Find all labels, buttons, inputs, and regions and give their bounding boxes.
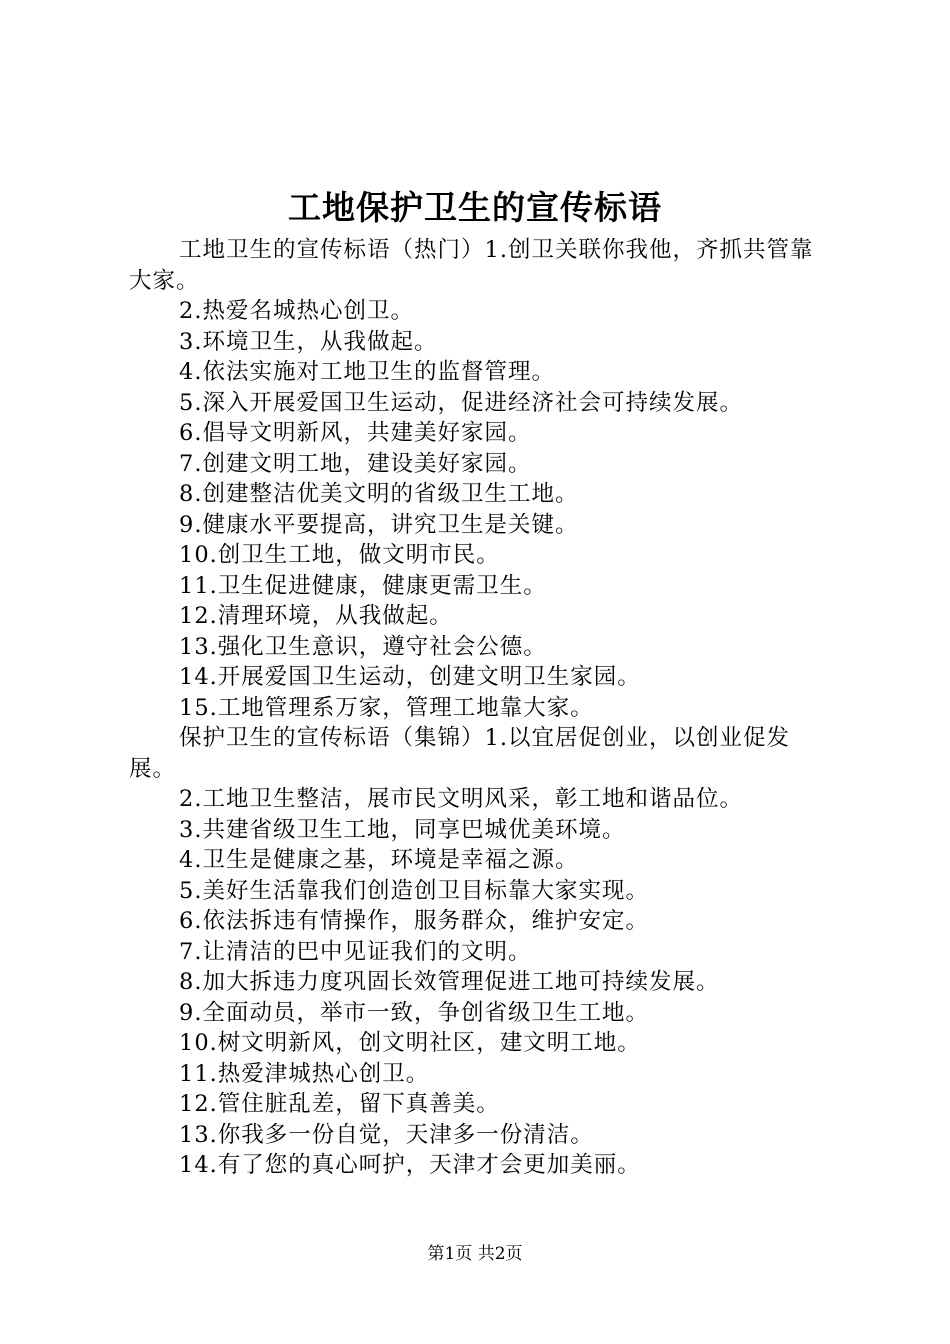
paragraph: 9.健康水平要提高，讲究卫生是关键。 bbox=[179, 511, 579, 538]
paragraph: 5.美好生活靠我们创造创卫目标靠大家实现。 bbox=[179, 877, 649, 904]
paragraph: 2.工地卫生整洁，展市民文明风采，彰工地和谐品位。 bbox=[179, 786, 743, 812]
paragraph: 11.卫生促进健康，健康更需卫生。 bbox=[179, 572, 547, 599]
paragraph: 8.创建整洁优美文明的省级卫生工地。 bbox=[179, 481, 579, 507]
paragraph: 8.加大拆违力度巩固长效管理促进工地可持续发展。 bbox=[179, 969, 720, 995]
paragraph: 3.共建省级卫生工地，同享巴城优美环境。 bbox=[179, 816, 626, 843]
paragraph: 保护卫生的宣传标语（集锦）1.以宜居促创业，以创业促发展。 bbox=[129, 725, 790, 782]
paragraph: 3.环境卫生，从我做起。 bbox=[179, 328, 438, 355]
paragraph: 13.强化卫生意识，遵守社会公德。 bbox=[179, 633, 547, 660]
document-title: 工地保护卫生的宣传标语 bbox=[288, 188, 662, 227]
paragraph: 5.深入开展爱国卫生运动，促进经济社会可持续发展。 bbox=[179, 389, 743, 416]
page-number-footer: 第1页 共2页 bbox=[427, 1244, 523, 1264]
paragraph: 12.清理环境，从我做起。 bbox=[179, 603, 453, 629]
paragraph: 14.有了您的真心呵护，天津才会更加美丽。 bbox=[179, 1152, 641, 1178]
paragraph: 10.树文明新风，创文明社区，建文明工地。 bbox=[179, 1030, 641, 1056]
paragraph: 11.热爱津城热心创卫。 bbox=[179, 1060, 430, 1087]
document-body bbox=[129, 235, 834, 1181]
paragraph: 14.开展爱国卫生运动，创建文明卫生家园。 bbox=[179, 664, 641, 690]
paragraph: 15.工地管理系万家，管理工地靠大家。 bbox=[179, 694, 594, 721]
paragraph: 12.管住脏乱差，留下真善美。 bbox=[179, 1091, 500, 1117]
paragraph: 6.依法拆违有情操作，服务群众，维护安定。 bbox=[179, 908, 649, 934]
paragraph: 工地卫生的宣传标语（热门）1.创卫关联你我他，齐抓共管靠大家。 bbox=[129, 237, 814, 294]
paragraph: 4.依法实施对工地卫生的监督管理。 bbox=[179, 359, 555, 385]
paragraph: 10.创卫生工地，做文明市民。 bbox=[179, 542, 500, 568]
paragraph: 4.卫生是健康之基，环境是幸福之源。 bbox=[179, 847, 579, 873]
paragraph: 7.创建文明工地，建设美好家园。 bbox=[179, 450, 532, 477]
paragraph: 9.全面动员，举市一致，争创省级卫生工地。 bbox=[179, 999, 649, 1026]
paragraph: 2.热爱名城热心创卫。 bbox=[179, 298, 414, 324]
paragraph: 7.让清洁的巴中见证我们的文明。 bbox=[179, 938, 532, 965]
paragraph: 6.倡导文明新风，共建美好家园。 bbox=[179, 420, 532, 446]
paragraph: 13.你我多一份自觉，天津多一份清洁。 bbox=[179, 1121, 594, 1148]
